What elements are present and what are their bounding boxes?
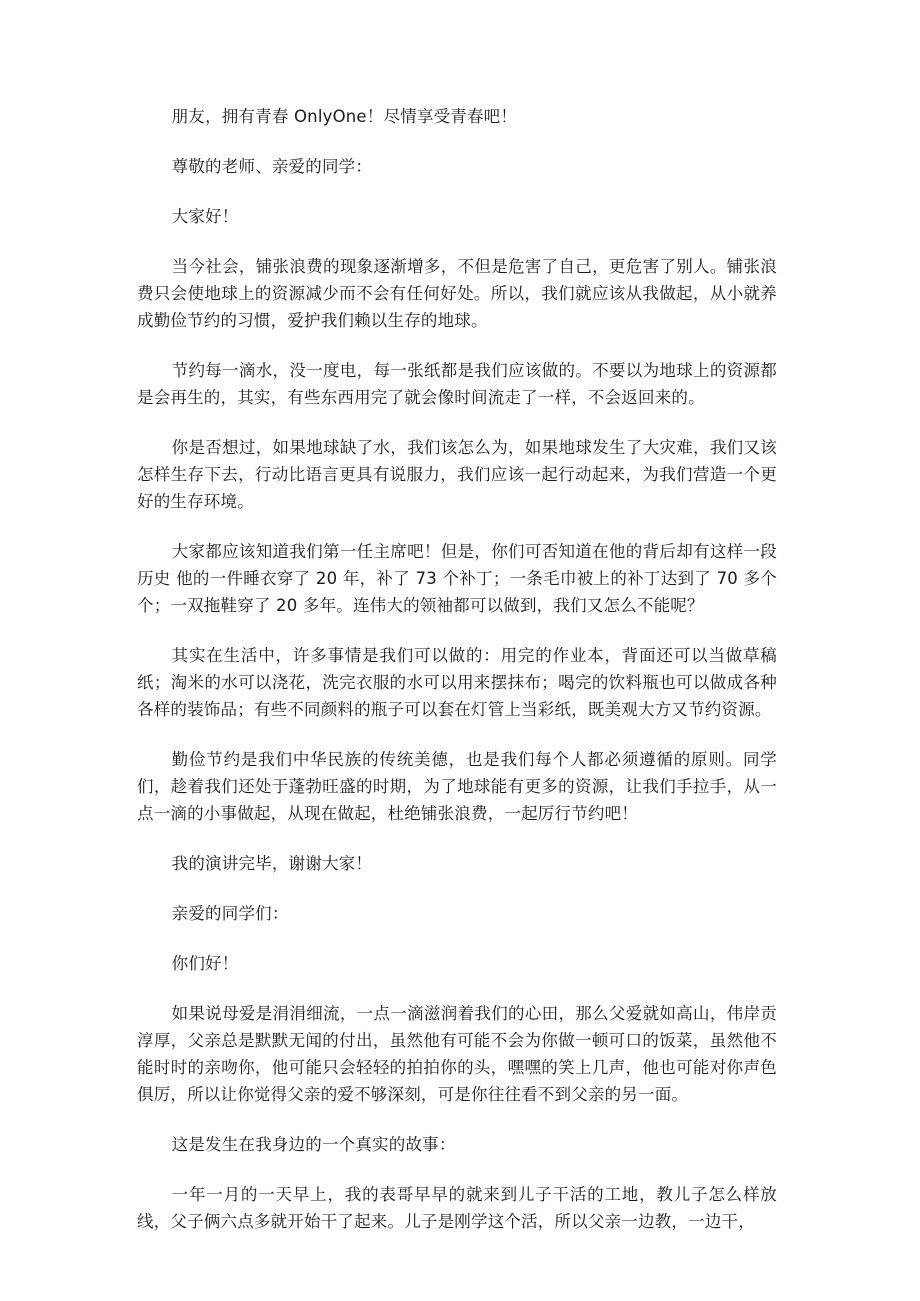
paragraph-greeting: 大家好！ xyxy=(171,207,239,226)
paragraph-story-start: 一年一月的一天早上，我的表哥早早的就来到儿子干活的工地，教儿子怎么样放线，父子俩六点多就开始干了起来。儿子是刚学这个活，所以父亲一边教，一边干， xyxy=(137,1185,777,1231)
paragraph-imagine-disaster: 你是否想过，如果地球缺了水，我们该怎么为，如果地球发生了大灾难，我们又该怎样生存下去，行动比语言更具有说服力，我们应该一起行动起来，为我们营造一个更好的生存环境。 xyxy=(137,438,777,511)
document-body xyxy=(137,103,777,1258)
paragraph-youth-closing: 朋友，拥有青春 OnlyOne！尽情享受青春吧！ xyxy=(171,107,518,126)
paragraph-tradition-call: 勤俭节约是我们中华民族的传统美德，也是我们每个人都必须遵循的原则。同学们，趁着我们还处于蓬勃旺盛的时期，为了地球能有更多的资源，让我们手拉手，从一点一滴的小事做起，从现在做起，杜绝铺张浪费，一起厉行节约吧！ xyxy=(137,750,777,823)
paragraph-speech-end: 我的演讲完毕，谢谢大家！ xyxy=(171,854,373,873)
paragraph-salutation-students: 亲爱的同学们： xyxy=(171,904,289,923)
paragraph-greeting-2: 你们好！ xyxy=(171,954,239,973)
paragraph-true-story: 这是发生在我身边的一个真实的故事： xyxy=(171,1135,456,1154)
paragraph-daily-practices: 其实在生活中，许多事情是我们可以做的：用完的作业本，背面还可以当做草稿纸；淘米的水可以浇花，洗完衣服的水可以用来摆抹布；喝完的饮料瓶也可以做成各种各样的装饰品；有些不同颜料的瓶子可以套在灯管上当彩纸，既美观大方又节约资源。 xyxy=(137,646,777,719)
paragraph-salutation-teachers: 尊敬的老师、亲爱的同学： xyxy=(171,157,373,176)
paragraph-father-love: 如果说母爱是涓涓细流，一点一滴滋润着我们的心田，那么父爱就如高山，伟岸贡淳厚，父亲总是默默无闻的付出，虽然他有可能不会为你做一顿可口的饭菜，虽然他不能时时的亲吻你，他可能只会轻轻的拍拍你的头，嘿嘿的笑上几声，他也可能对你声色俱厉，所以让你觉得父亲的爱不够深刻，可是你往往看不到父亲的另一面。 xyxy=(137,1004,777,1104)
paragraph-save-resources: 节约每一滴水，没一度电，每一张纸都是我们应该做的。不要以为地球上的资源都是会再生的，其实，有些东西用完了就会像时间流走了一样，不会返回来的。 xyxy=(137,361,777,407)
paragraph-chairman-example: 大家都应该知道我们第一任主席吧！但是，你们可否知道在他的背后却有这样一段历史 他的一件睡衣穿了 20 年，补了 73 个补丁；一条毛巾被上的补丁达到了 70 多个个；一双拖鞋穿了 20 多年。连伟大的领袖都可以做到，我们又怎么不能呢？ xyxy=(137,542,777,615)
paragraph-waste-intro: 当今社会，铺张浪费的现象逐渐增多，不但是危害了自己，更危害了别人。铺张浪费只会使地球上的资源减少而不会有任何好处。所以，我们就应该从我做起，从小就养成勤俭节约的习惯，爱护我们赖以生存的地球。 xyxy=(137,257,777,330)
